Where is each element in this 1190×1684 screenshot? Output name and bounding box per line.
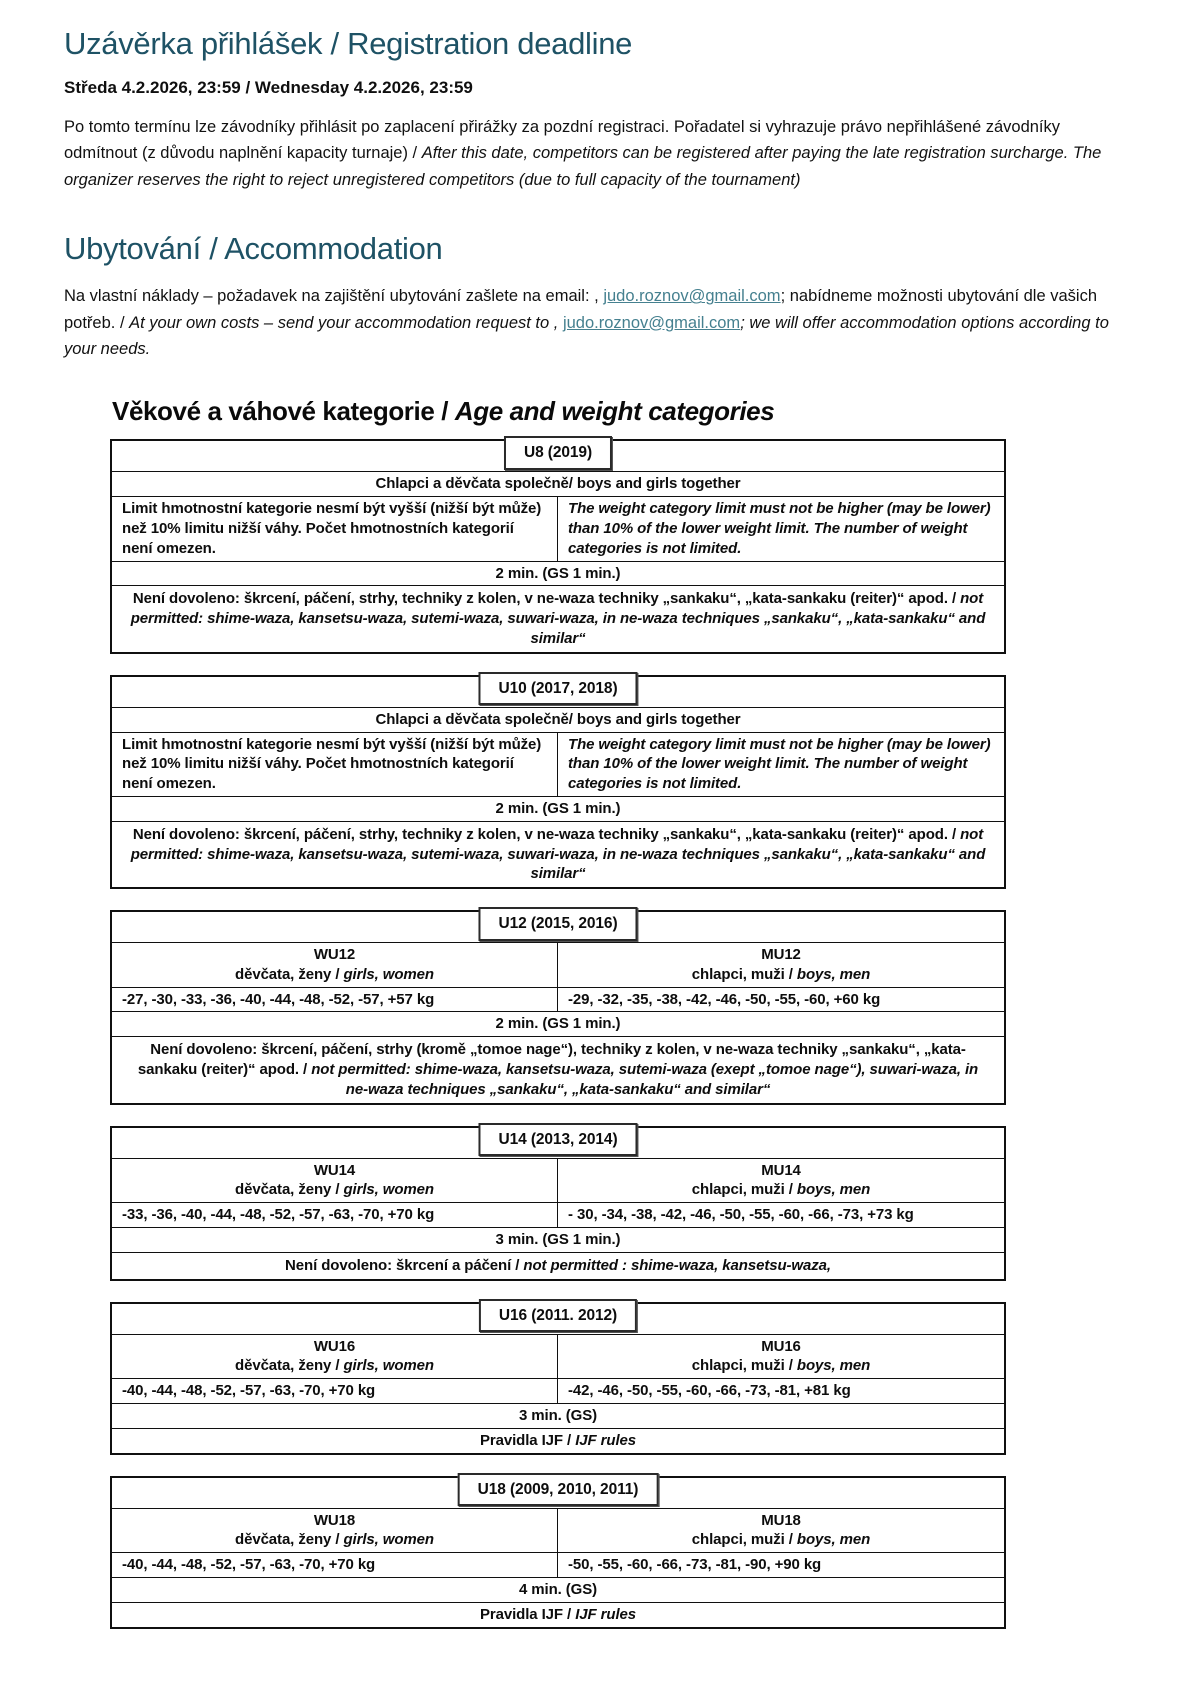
age-weight-section xyxy=(110,396,1006,1628)
rules-row xyxy=(112,1603,1004,1627)
together-row: Chlapci a děvčata společně/ boys and girls together xyxy=(112,472,1004,497)
category-table-u16 xyxy=(110,1302,1006,1455)
table-header-row xyxy=(112,1128,1004,1159)
email-link-1[interactable]: judo.roznov@gmail.com xyxy=(603,287,781,306)
accommodation-text-1: Na vlastní náklady – požadavek na zajištění ubytování zašlete na email: , xyxy=(64,287,604,306)
rules-cz: Pravidla IJF / xyxy=(479,1431,576,1449)
rules-en: IJF rules xyxy=(575,1431,636,1449)
rules-row xyxy=(112,1253,1004,1279)
gender-header-row xyxy=(112,1159,1004,1204)
category-table-u18 xyxy=(110,1476,1006,1629)
rules-en: not permitted: shime-waza, kansetsu-waza, sutemi-waza, suwari-waza, in ne-waza techniques „sankaku“, „kata-sankaku“ and similar“ xyxy=(130,590,986,647)
gender-header-row xyxy=(112,1509,1004,1554)
women-subtitle: děvčata, ženy / girls, women xyxy=(235,1357,434,1375)
match-time-row: 2 min. (GS 1 min.) xyxy=(112,562,1004,587)
match-time-row: 2 min. (GS 1 min.) xyxy=(112,797,1004,822)
weights-row xyxy=(112,1203,1004,1228)
rules-row xyxy=(112,586,1004,651)
women-subtitle: děvčata, ženy / girls, women xyxy=(235,1531,434,1549)
accommodation-heading: Ubytování / Accommodation xyxy=(64,231,443,267)
men-subtitle: chlapci, muži / boys, men xyxy=(691,1181,871,1199)
limit-en-cell: The weight category limit must not be higher (may be lower) than 10% of the lower weight limit. The number of weight categories is not limited. xyxy=(568,735,991,793)
deadline-datetime: Středa 4.2.2026, 23:59 / Wednesday 4.2.2026, 23:59 xyxy=(64,78,473,97)
men-header-cell xyxy=(558,1159,1004,1203)
limit-en-cell: The weight category limit must not be higher (may be lower) than 10% of the lower weight limit. The number of weight categories is not limited. xyxy=(568,500,991,557)
together-row: Chlapci a děvčata společně/ boys and girls together xyxy=(112,708,1004,733)
rules-row xyxy=(112,1037,1004,1102)
women-header-cell xyxy=(112,1509,558,1553)
email-link-2[interactable]: judo.roznov@gmail.com xyxy=(562,313,741,332)
women-header-cell xyxy=(112,943,558,987)
men-header-cell xyxy=(558,1335,1004,1379)
rules-en: not permitted : shime-waza, kansetsu-waza, xyxy=(523,1256,831,1274)
limit-cz-cell: Limit hmotnostní kategorie nesmí být vyšší (nižší být může) než 10% limitu nižší váhy. Počet hmotnostních kategorií není omezen. xyxy=(112,497,558,560)
table-header-row xyxy=(112,912,1004,943)
accommodation-text-4: ; we will offer accommodation options according to your needs. xyxy=(64,313,1109,358)
match-time-row: 3 min. (GS 1 min.) xyxy=(112,1228,1004,1253)
men-code: MU16 xyxy=(761,1337,801,1355)
category-table-u10 xyxy=(110,675,1006,889)
rules-cz: Není dovoleno: škrcení a páčení / xyxy=(285,1256,524,1274)
rules-cz: Není dovoleno: škrcení, páčení, strhy, techniky z kolen, v ne-waza techniky „sankaku“, „kata-sankaku (reiter)“ apod. / xyxy=(132,825,961,843)
rules-cz: Není dovoleno: škrcení, páčení, strhy (kromě „tomoe nage“), techniky z kolen, v ne-waza techniky „sankaku“, „kata-sankaku (reiter)“ apod. / xyxy=(137,1041,966,1079)
rules-en: IJF rules xyxy=(575,1605,636,1623)
women-weights: -33, -36, -40, -44, -48, -52, -57, -63, -70, +70 kg xyxy=(112,1203,558,1227)
match-time-row: 4 min. (GS) xyxy=(112,1578,1004,1603)
men-subtitle: chlapci, muži / boys, men xyxy=(691,965,871,983)
men-weights: -50, -55, -60, -66, -73, -81, -90, +90 kg xyxy=(568,1556,822,1574)
men-subtitle: chlapci, muži / boys, men xyxy=(691,1357,871,1375)
match-time-row: 3 min. (GS) xyxy=(112,1404,1004,1429)
women-code: WU14 xyxy=(313,1161,356,1179)
women-weights: -40, -44, -48, -52, -57, -63, -70, +70 kg xyxy=(112,1553,558,1577)
category-label-u18: U18 (2009, 2010, 2011) xyxy=(458,1473,659,1506)
limit-cz-cell: Limit hmotnostní kategorie nesmí být vyšší (nižší být může) než 10% limitu nižší váhy. Počet hmotnostních kategorií není omezen. xyxy=(112,733,558,796)
women-code: WU12 xyxy=(313,946,356,964)
category-table-u14 xyxy=(110,1126,1006,1281)
accommodation-text-2: ; nabídneme možnosti ubytování dle vašich potřeb. / xyxy=(64,287,1097,332)
men-code: MU12 xyxy=(761,946,801,964)
women-header-cell xyxy=(112,1159,558,1203)
women-subtitle: děvčata, ženy / girls, women xyxy=(235,1181,434,1199)
men-weights: -42, -46, -50, -55, -60, -66, -73, -81, +81 kg xyxy=(568,1382,851,1400)
men-weights: -29, -32, -35, -38, -42, -46, -50, -55, -60, +60 kg xyxy=(568,990,881,1008)
rules-cz: Není dovoleno: škrcení, páčení, strhy, techniky z kolen, v ne-waza techniky „sankaku“, „kata-sankaku (reiter)“ apod. / xyxy=(132,590,961,608)
age-weight-title-cz: Věkové a váhové kategorie / xyxy=(112,396,455,427)
women-header-cell xyxy=(112,1335,558,1379)
table-header-row xyxy=(112,1478,1004,1509)
women-subtitle: děvčata, ženy / girls, women xyxy=(235,965,434,983)
category-table-u8 xyxy=(110,439,1006,653)
age-weight-title-en: Age and weight categories xyxy=(454,396,775,427)
deadline-paragraph xyxy=(64,114,1126,193)
men-subtitle: chlapci, muži / boys, men xyxy=(691,1531,871,1549)
category-table-u12 xyxy=(110,910,1006,1105)
accommodation-text-3: At your own costs – send your accommodation request to , xyxy=(129,313,563,332)
accommodation-paragraph xyxy=(64,283,1126,362)
women-code: WU18 xyxy=(313,1511,356,1529)
men-code: MU18 xyxy=(761,1511,801,1529)
women-weights: -27, -30, -33, -36, -40, -44, -48, -52, -57, +57 kg xyxy=(112,988,558,1012)
gender-header-row xyxy=(112,943,1004,988)
deadline-text-cz: Po tomto termínu lze závodníky přihlásit po zaplacení přirážky za pozdní registraci. Pořadatel si vyhrazuje právo nepřihlášené závodníky odmítnout (z důvodu naplnění kapacity turnaje) / xyxy=(64,118,1061,163)
women-weights: -40, -44, -48, -52, -57, -63, -70, +70 kg xyxy=(112,1379,558,1403)
rules-en: not permitted: shime-waza, kansetsu-waza, sutemi-waza, suwari-waza, in ne-waza techniques „sankaku“, „kata-sankaku“ and similar“ xyxy=(130,825,986,883)
match-time-row: 2 min. (GS 1 min.) xyxy=(112,1012,1004,1037)
weights-row xyxy=(112,1553,1004,1578)
registration-deadline-heading: Uzávěrka přihlášek / Registration deadline xyxy=(64,26,633,61)
men-weights: - 30, -34, -38, -42, -46, -50, -55, -60, -66, -73, +73 kg xyxy=(568,1206,914,1224)
category-label-u8: U8 (2019) xyxy=(504,436,612,469)
category-label-u10: U10 (2017, 2018) xyxy=(478,672,637,705)
weights-row xyxy=(112,988,1004,1013)
weights-row xyxy=(112,1379,1004,1404)
table-header-row xyxy=(112,677,1004,708)
limit-row xyxy=(112,733,1004,797)
men-code: MU14 xyxy=(761,1161,801,1179)
rules-row xyxy=(112,1429,1004,1453)
age-weight-title xyxy=(112,396,1006,427)
men-header-cell xyxy=(558,943,1004,987)
category-label-u14: U14 (2013, 2014) xyxy=(478,1123,637,1156)
deadline-text-en: After this date, competitors can be registered after paying the late registration surcharge. The organizer reserves the right to reject unregistered competitors (due to full capacity of the tournament) xyxy=(64,144,1102,189)
rules-cz: Pravidla IJF / xyxy=(479,1605,576,1623)
limit-row xyxy=(112,497,1004,561)
rules-en: not permitted: shime-waza, kansetsu-waza, sutemi-waza (exept „tomoe nage“), suwari-waza, in ne-waza techniques „sankaku“, „kata-sankaku“ and similar“ xyxy=(311,1061,979,1098)
rules-row xyxy=(112,822,1004,887)
women-code: WU16 xyxy=(313,1337,356,1355)
category-label-u16: U16 (2011. 2012) xyxy=(479,1299,637,1332)
category-label-u12: U12 (2015, 2016) xyxy=(478,907,637,940)
men-header-cell xyxy=(558,1509,1004,1553)
gender-header-row xyxy=(112,1335,1004,1380)
table-header-row xyxy=(112,441,1004,472)
table-header-row xyxy=(112,1304,1004,1335)
